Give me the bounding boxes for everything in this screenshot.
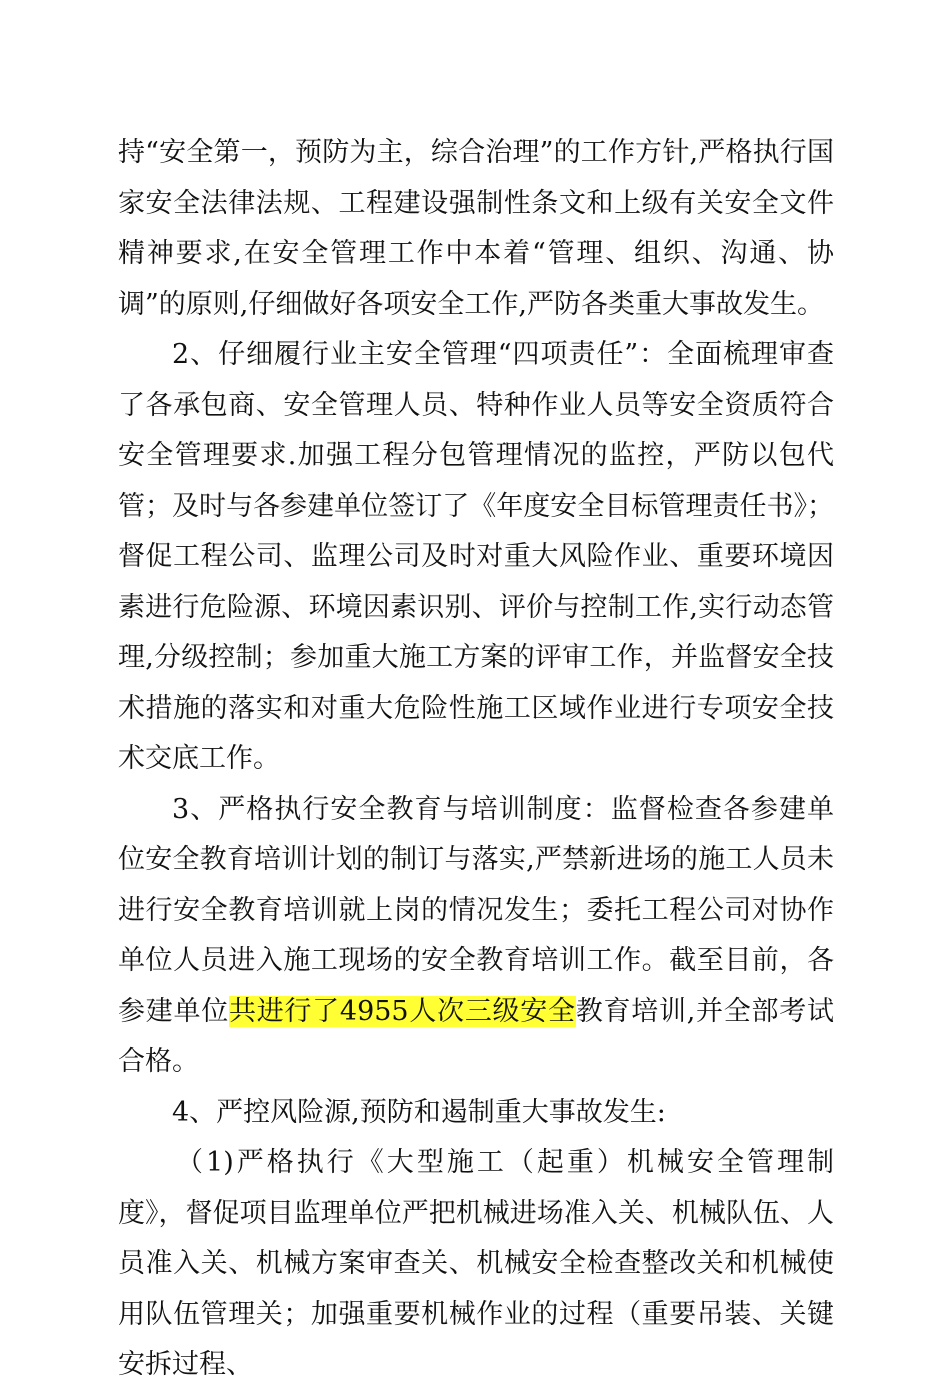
- highlighted-text: 共进行了4955人次三级安全: [228, 995, 576, 1027]
- paragraph-item-4: 4、严控风险源,预防和遏制重大事故发生:: [172, 1096, 666, 1128]
- paragraph-intro-continuation: 持“安全第一，预防为主，综合治理”的工作方针,严格执行国家安全法律法规、工程建设强制性条文和上级有关安全文件精神要求,在安全管理工作中本着“管理、组织、沟通、协调”的原则,仔细做好各项安全工作,严防各类重大事故发生。: [118, 137, 834, 320]
- paragraph-item-3-text-before: 3、严格执行安全教育与培训制度：监督检查各参建单位安全教育培训计划的制订与落实,严禁新进场的施工人员未进行安全教育培训就上岗的情况发生；委托工程公司对协作单位人员进入施工现场的安全教育培训工作。截至目前，各参建单位: [118, 793, 834, 1027]
- paragraph-subitem-1: （1)严格执行《大型施工（起重）机械安全管理制度》，督促项目监理单位严把机械进场准入关、机械队伍、人员准入关、机械方案审查关、机械安全检查整改关和机械使用队伍管理关；加强重要机械作业的过程（重要吊装、关键安拆过程、: [118, 1147, 834, 1380]
- document-body: [118, 128, 834, 1391]
- paragraph-item-2: 2、仔细履行业主安全管理“四项责任”：全面梳理审查了各承包商、安全管理人员、特种作业人员等安全资质符合安全管理要求.加强工程分包管理情况的监控，严防以包代管；及时与各参建单位签订了《年度安全目标管理责任书》；督促工程公司、监理公司及时对重大风险作业、重要环境因素进行危险源、环境因素识别、评价与控制工作,实行动态管理,分级控制；参加重大施工方案的评审工作，并监督安全技术措施的落实和对重大危险性施工区域作业进行专项安全技术交底工作。: [118, 339, 834, 774]
- paragraph-item-3-text-after: 教育培训,并全部考试合格。: [118, 995, 834, 1077]
- paragraph-item-3: [118, 785, 834, 1088]
